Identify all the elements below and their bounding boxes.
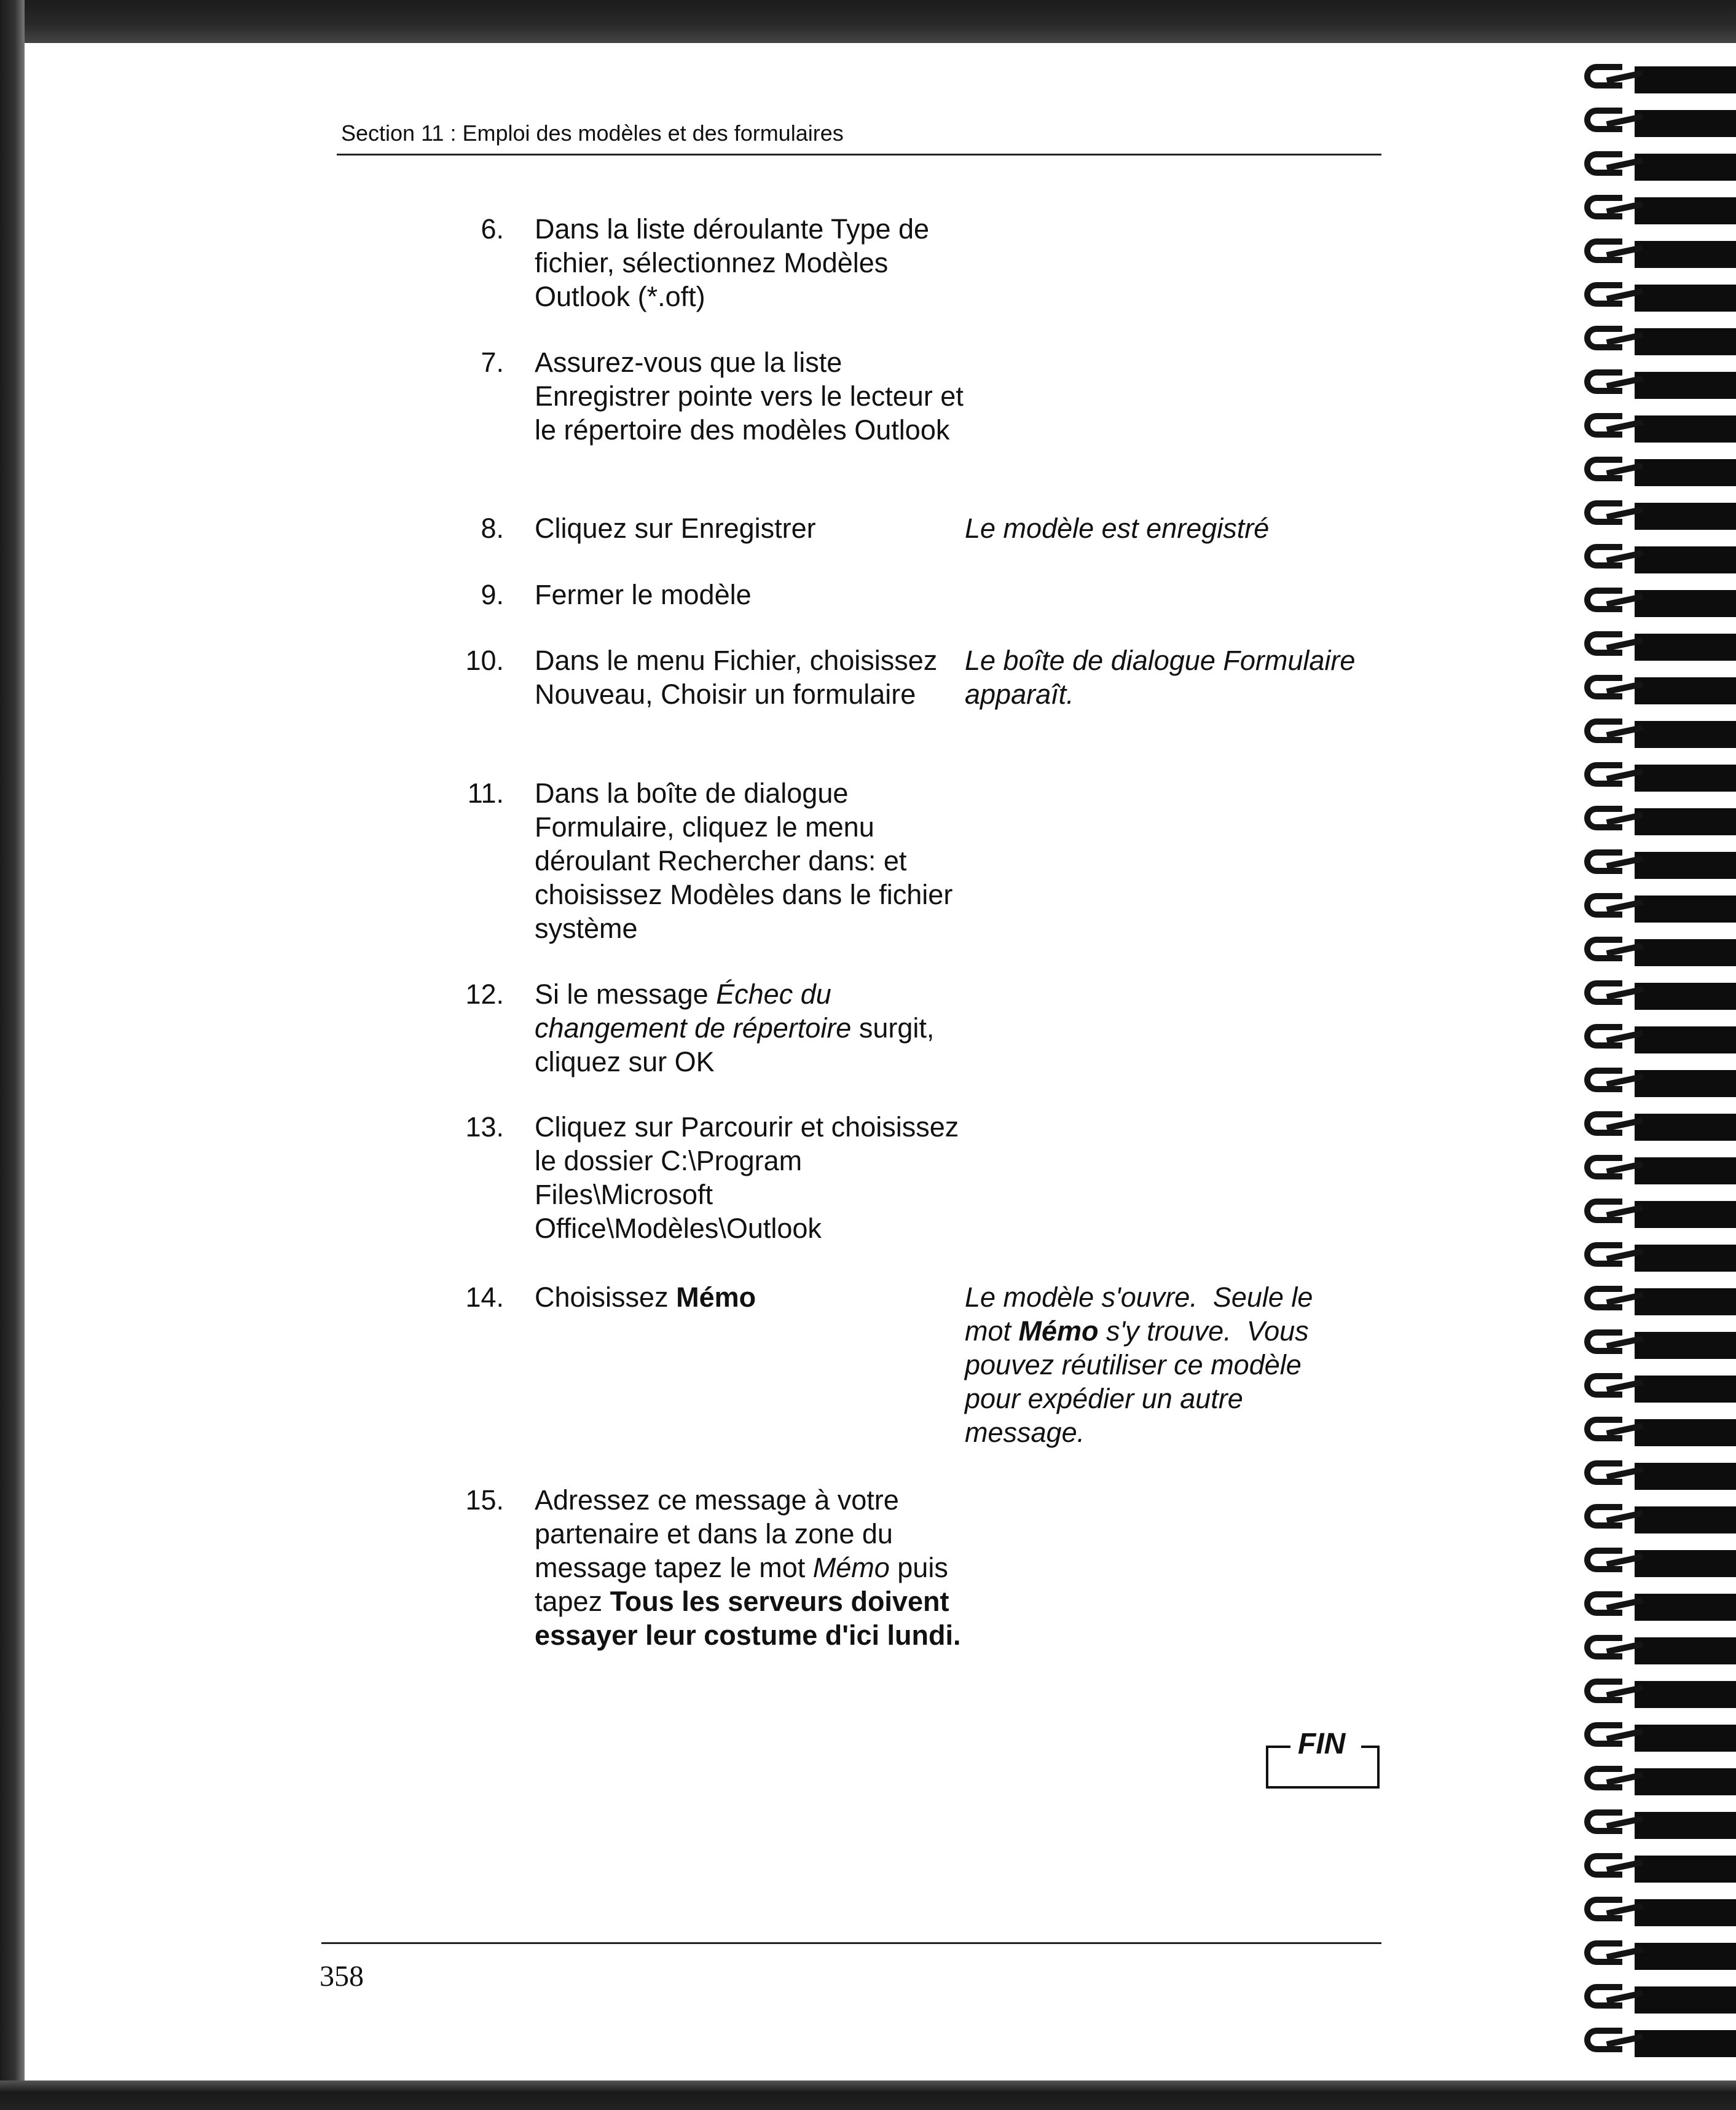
binding-ring: [1579, 1458, 1736, 1494]
step-text: Assurez-vous que la liste Enregistrer pointe vers le lecteur et le répertoire des modèles Outlook: [535, 347, 964, 446]
binding-ring: [1579, 280, 1736, 315]
step-number: 13.: [465, 1111, 504, 1143]
binding-ring: [1579, 1240, 1736, 1275]
binding-ring: [1579, 498, 1736, 533]
scan-border-top: [0, 0, 1736, 43]
page-number: 358: [320, 1960, 364, 1993]
binding-ring: [1579, 1283, 1736, 1319]
binding-ring: [1579, 1632, 1736, 1668]
binding-ring: [1579, 1414, 1736, 1450]
binding-ring: [1579, 541, 1736, 577]
footer-rule: [321, 1942, 1381, 1944]
binding-ring: [1579, 760, 1736, 795]
binding-ring: [1579, 454, 1736, 490]
binding-ring: [1579, 1545, 1736, 1581]
binding-ring: [1579, 1327, 1736, 1363]
end-marker-label: FIN: [1298, 1728, 1346, 1760]
binding-ring: [1579, 105, 1736, 141]
binding-ring: [1579, 1720, 1736, 1755]
result-text: Le modèle s'ouvre. Seule le mot Mémo s'y trouve. Vous pouvez réutiliser ce modèle pour expédier un autre message.: [965, 1281, 1313, 1448]
binding-ring: [1579, 585, 1736, 621]
binding-ring: [1579, 1371, 1736, 1406]
binding-ring: [1579, 891, 1736, 926]
binding-ring: [1579, 1152, 1736, 1188]
step-number: 15.: [465, 1484, 504, 1516]
step-text: Cliquez sur Enregistrer: [535, 513, 816, 544]
binding-ring: [1579, 629, 1736, 664]
binding-ring: [1579, 1807, 1736, 1843]
step-number: 6.: [481, 213, 504, 245]
step-number: 7.: [481, 347, 504, 378]
step-text: Dans la boîte de dialogue Formulaire, cliquez le menu déroulant Rechercher dans: et choisissez Modèles dans le fichier système: [535, 777, 953, 944]
binding-ring: [1579, 192, 1736, 228]
binding-ring: [1579, 716, 1736, 752]
binding-ring: [1579, 323, 1736, 359]
binding-ring: [1579, 1589, 1736, 1624]
result-text: Le modèle est enregistré: [965, 513, 1270, 544]
binding-ring: [1579, 236, 1736, 272]
step-text: Dans la liste déroulante Type de fichier, sélectionnez Modèles Outlook (*.oft): [535, 213, 930, 312]
binding-ring: [1579, 1982, 1736, 2017]
binding-ring: [1579, 803, 1736, 839]
step-number: 10.: [465, 645, 504, 676]
step-text: Si le message Échec du changement de répertoire surgit, cliquez sur OK: [535, 978, 935, 1077]
end-marker: [1266, 1727, 1380, 1789]
binding-ring: [1579, 2025, 1736, 2061]
step-text: Choisissez Mémo: [535, 1281, 756, 1313]
binding-ring: [1579, 149, 1736, 184]
step-text: Dans le menu Fichier, choisissez Nouveau, Choisir un formulaire: [535, 645, 938, 710]
binding-ring: [1579, 1022, 1736, 1057]
step-number: 9.: [481, 579, 504, 610]
scan-border-left: [0, 0, 25, 2110]
step-number: 14.: [465, 1281, 504, 1313]
binding-ring: [1579, 1065, 1736, 1101]
step-text: Cliquez sur Parcourir et choisissez le dossier C:\Program Files\Microsoft Office\Modèles\Outlook: [535, 1111, 959, 1244]
section-header: Section 11 : Emploi des modèles et des formulaires: [341, 120, 844, 146]
binding-ring: [1579, 1938, 1736, 1974]
binding-ring: [1579, 411, 1736, 446]
binding-ring: [1579, 61, 1736, 97]
binding-ring: [1579, 847, 1736, 883]
binding-ring: [1579, 978, 1736, 1014]
step-number: 8.: [481, 513, 504, 544]
header-rule: [337, 154, 1381, 155]
step-number: 12.: [465, 978, 504, 1010]
step-number: 11.: [467, 777, 504, 809]
binding-ring: [1579, 1763, 1736, 1799]
binding-ring: [1579, 1851, 1736, 1886]
binding-ring: [1579, 1676, 1736, 1712]
scan-border-bottom: [0, 2080, 1736, 2110]
binding-ring: [1579, 1196, 1736, 1232]
binding-ring: [1579, 1502, 1736, 1537]
binding-ring: [1579, 934, 1736, 970]
binding-ring: [1579, 1109, 1736, 1144]
result-text: Le boîte de dialogue Formulaire apparaît.: [965, 645, 1356, 710]
spiral-binding: [1579, 43, 1736, 2080]
binding-ring: [1579, 1894, 1736, 1930]
binding-ring: [1579, 672, 1736, 708]
binding-ring: [1579, 367, 1736, 403]
step-text: Adressez ce message à votre partenaire et dans la zone du message tapez le mot Mémo puis tapez Tous les serveurs doivent essayer leur costume d'ici lundi.: [535, 1484, 961, 1651]
step-text: Fermer le modèle: [535, 579, 752, 610]
